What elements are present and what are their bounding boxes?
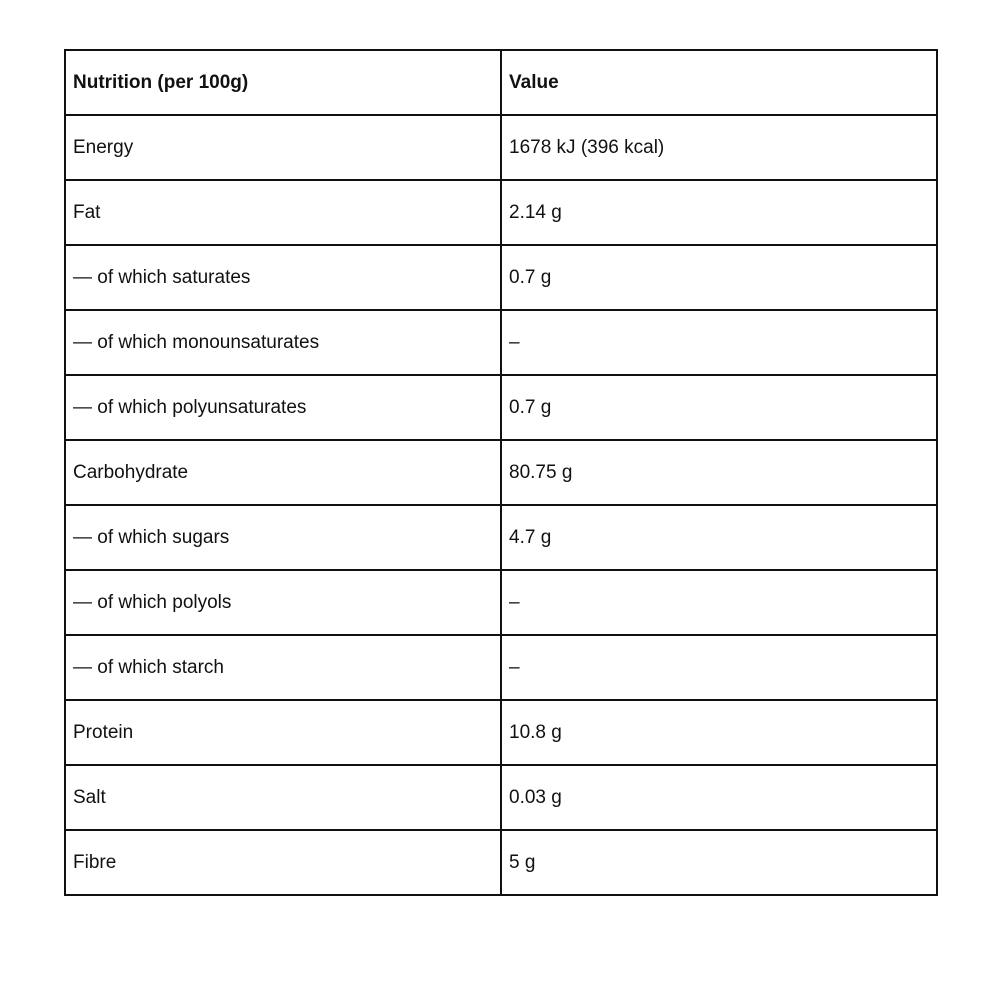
table-row	[65, 765, 937, 830]
nutrient-label: — of which polyunsaturates	[65, 375, 501, 440]
nutrient-value: –	[501, 570, 937, 635]
table-row	[65, 115, 937, 180]
nutrient-label: Carbohydrate	[65, 440, 501, 505]
nutrient-label: — of which saturates	[65, 245, 501, 310]
nutrient-value: –	[501, 635, 937, 700]
table-row	[65, 830, 937, 895]
nutrient-value: 2.14 g	[501, 180, 937, 245]
nutrient-label: — of which polyols	[65, 570, 501, 635]
nutrient-label: Energy	[65, 115, 501, 180]
nutrient-label: — of which starch	[65, 635, 501, 700]
nutrient-label: Fibre	[65, 830, 501, 895]
table-header-row	[65, 50, 937, 115]
nutrient-label: Fat	[65, 180, 501, 245]
nutrient-label: — of which monounsaturates	[65, 310, 501, 375]
table-row	[65, 570, 937, 635]
header-value: Value	[501, 50, 937, 115]
table-row	[65, 700, 937, 765]
table-row	[65, 440, 937, 505]
nutrient-value: 0.7 g	[501, 245, 937, 310]
nutrient-value: 5 g	[501, 830, 937, 895]
nutrient-value: –	[501, 310, 937, 375]
nutrient-label: — of which sugars	[65, 505, 501, 570]
nutrient-label: Salt	[65, 765, 501, 830]
nutrient-value: 1678 kJ (396 kcal)	[501, 115, 937, 180]
table-row	[65, 180, 937, 245]
header-nutrition: Nutrition (per 100g)	[65, 50, 501, 115]
table-row	[65, 635, 937, 700]
table-row	[65, 245, 937, 310]
nutrient-value: 10.8 g	[501, 700, 937, 765]
table-row	[65, 375, 937, 440]
nutrition-table	[64, 49, 938, 896]
nutrient-value: 4.7 g	[501, 505, 937, 570]
table-row	[65, 505, 937, 570]
nutrient-value: 0.7 g	[501, 375, 937, 440]
nutrient-label: Protein	[65, 700, 501, 765]
nutrient-value: 80.75 g	[501, 440, 937, 505]
table-row	[65, 310, 937, 375]
nutrient-value: 0.03 g	[501, 765, 937, 830]
